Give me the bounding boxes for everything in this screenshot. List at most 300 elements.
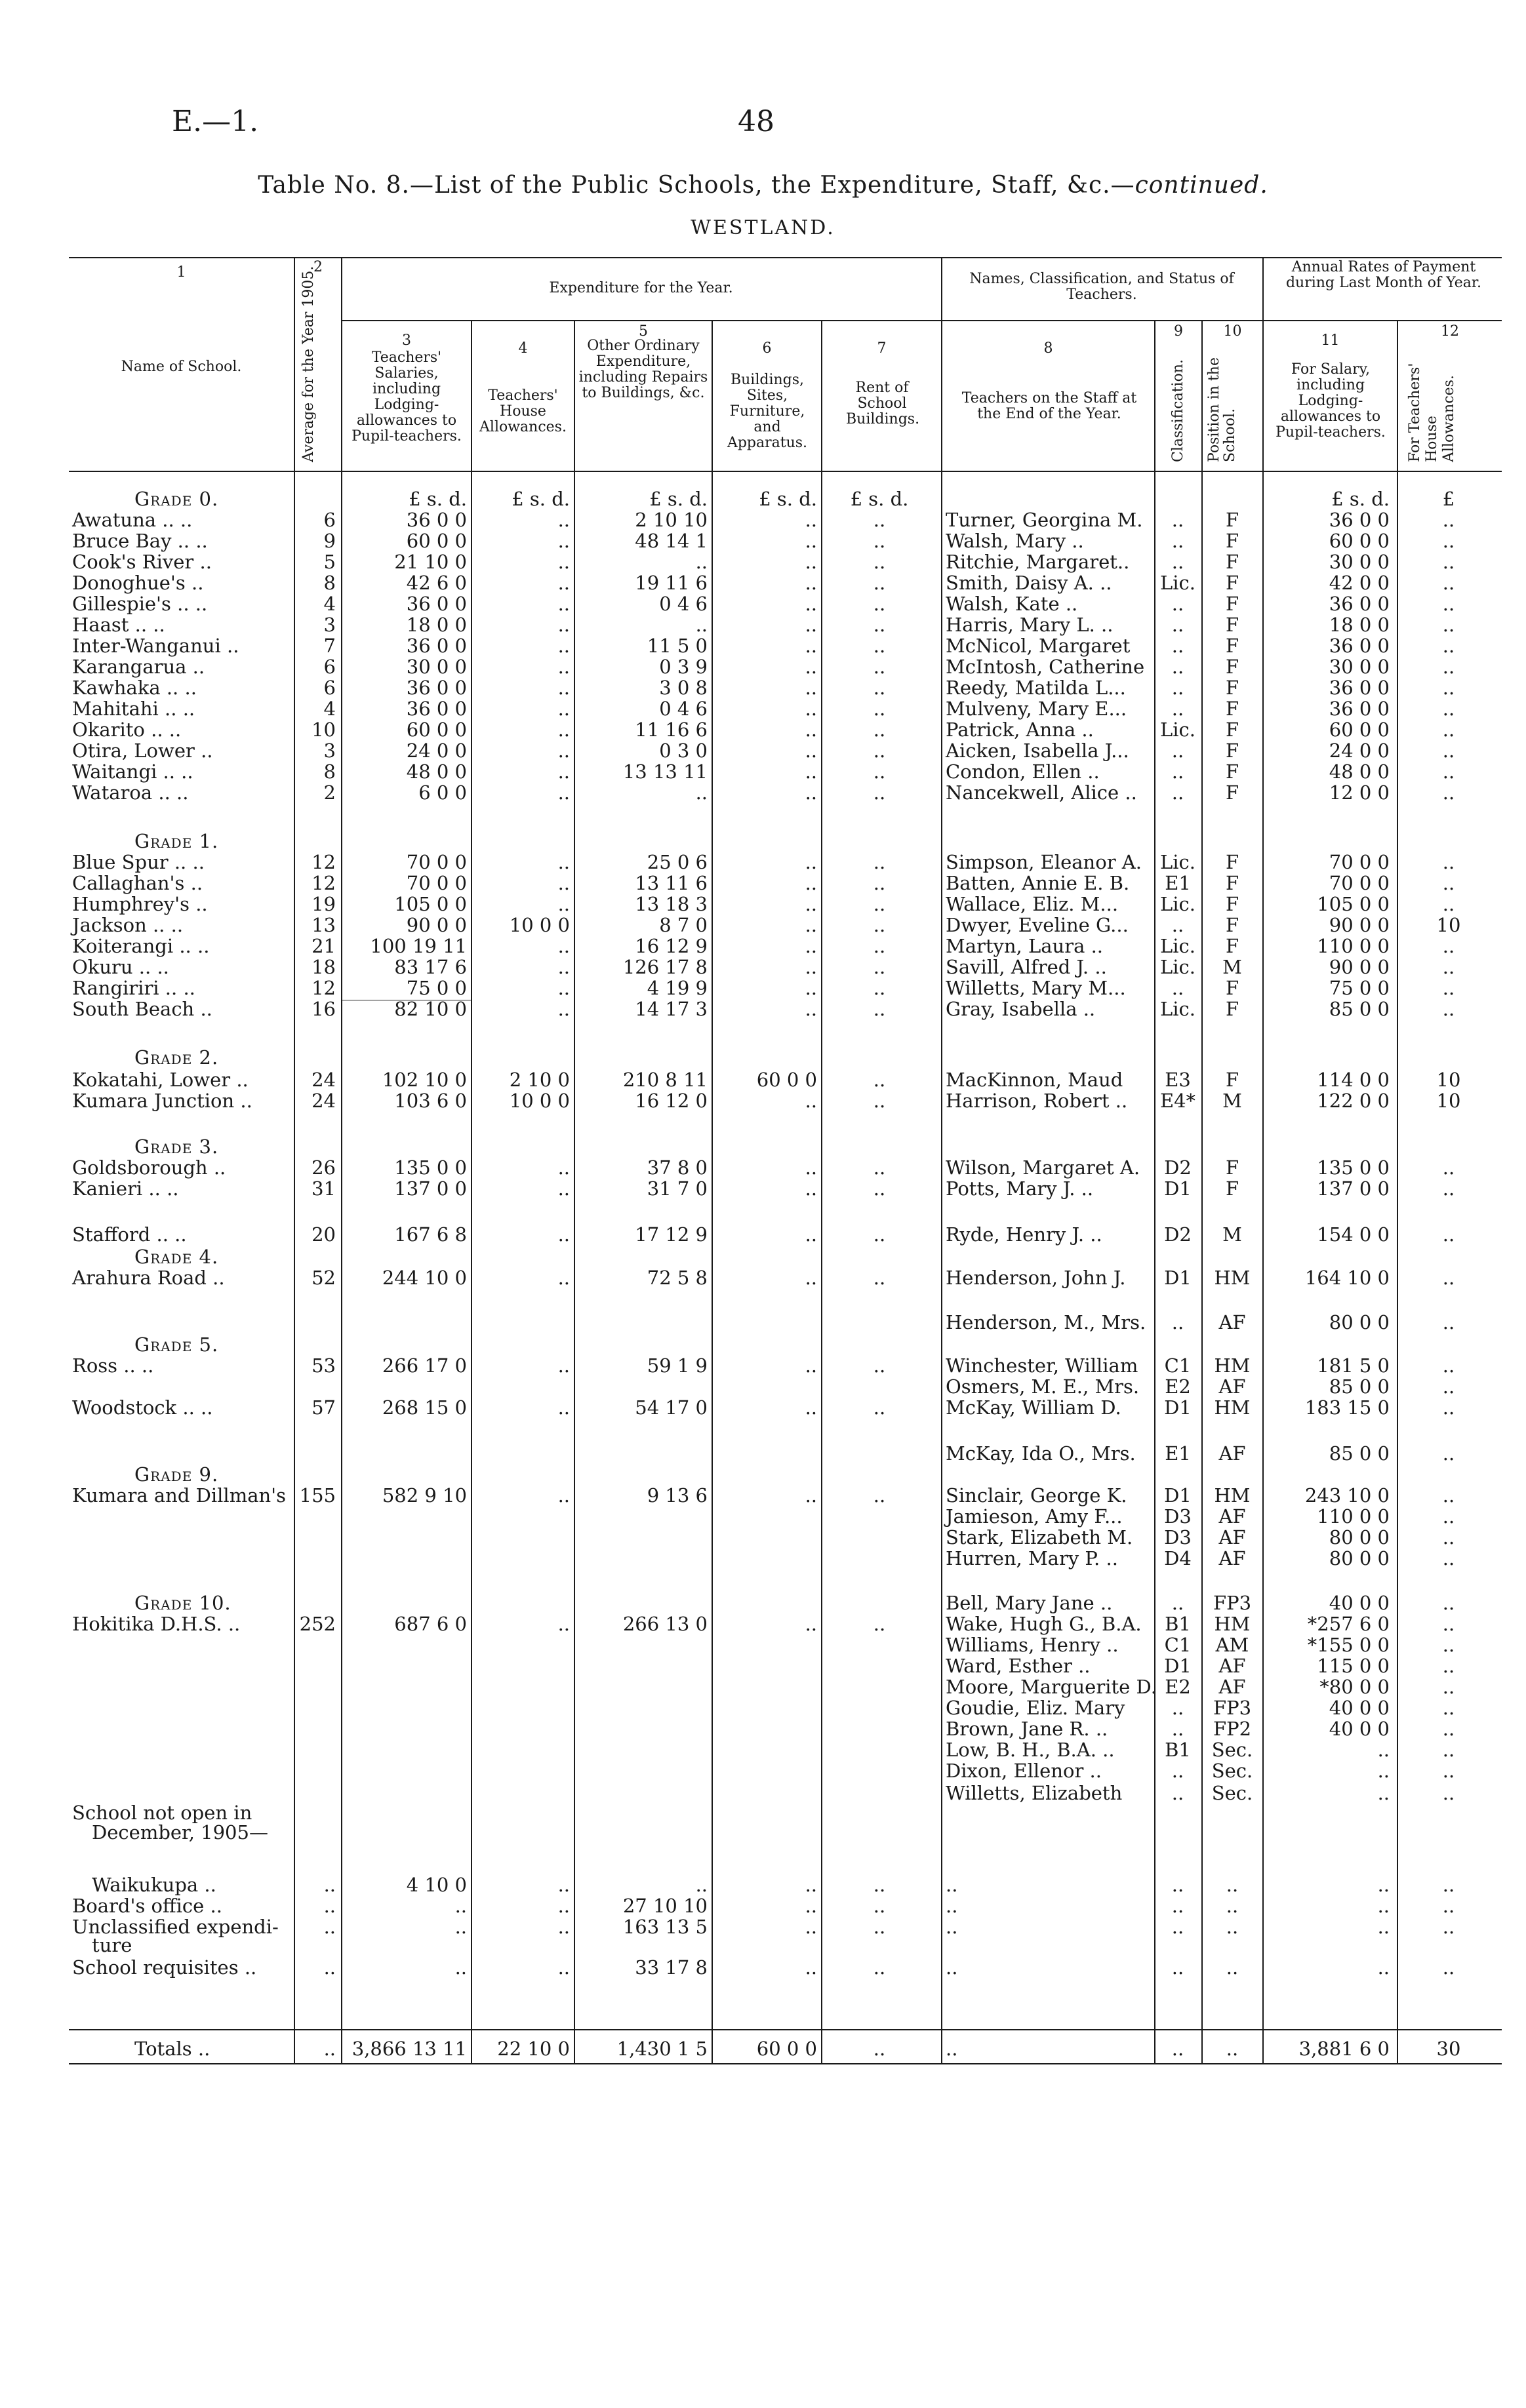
- cell-cls: B1: [1165, 1613, 1191, 1635]
- cell-rate: 115 0 0: [1317, 1655, 1390, 1677]
- cell-name: Callaghan's ..: [72, 872, 203, 894]
- cell-avg: 8: [323, 760, 336, 783]
- cell-house: ..: [557, 698, 570, 720]
- cell-teacher: Martyn, Laura ..: [946, 935, 1104, 957]
- cell-teacher: Bell, Mary Jane ..: [946, 1592, 1113, 1614]
- cell-pos: ..: [1226, 1895, 1239, 1917]
- cell-teacher: Brown, Jane R. ..: [946, 1718, 1108, 1740]
- cell-pos: F: [1225, 530, 1239, 552]
- cell-name: Kumara and Dillman's: [72, 1484, 287, 1507]
- cell-other: 13 11 6: [635, 872, 708, 894]
- cell-other: ..: [695, 781, 708, 804]
- cell-sal: 36 0 0: [406, 635, 467, 657]
- cell-pos: F: [1225, 760, 1239, 783]
- table-row: [0, 1247, 1526, 1267]
- cell-name: Okuru .. ..: [72, 956, 169, 978]
- cell-sal: 167 6 8: [394, 1223, 467, 1246]
- cell-rhouse: ..: [1442, 1676, 1455, 1698]
- cell-avg: 6: [323, 509, 336, 531]
- table-row: [0, 573, 1526, 593]
- cell-name: Jackson .. ..: [72, 914, 184, 936]
- cell-house: ..: [557, 893, 570, 915]
- cell-avg: 3: [323, 614, 336, 636]
- cell-name: Karangarua ..: [72, 656, 205, 678]
- cell-sal: 105 0 0: [394, 893, 467, 915]
- cell-other: 266 13 0: [622, 1613, 708, 1635]
- cell-cls: D3: [1164, 1526, 1192, 1549]
- cell-sal: 83 17 6: [394, 956, 467, 978]
- cell-other: 16 12 0: [635, 1090, 708, 1112]
- cell-rate: 30 0 0: [1329, 551, 1390, 573]
- cell-name: Arahura Road ..: [72, 1267, 225, 1289]
- cell-sal: 4 10 0: [406, 1874, 467, 1896]
- cell-rhouse: ..: [1442, 1739, 1455, 1761]
- cell-pos: HM: [1214, 1484, 1251, 1507]
- cell-sal: 21 10 0: [394, 551, 467, 573]
- cell-rate: 40 0 0: [1329, 1718, 1390, 1740]
- cell-house: ..: [557, 1354, 570, 1377]
- cell-pos: F: [1225, 914, 1239, 936]
- cell-rent: ..: [873, 2038, 886, 2060]
- cell-cls: ..: [1171, 698, 1184, 720]
- cell-bldg: ..: [805, 719, 817, 741]
- cell-avg: 57: [311, 1396, 336, 1419]
- cell-rhouse: ..: [1442, 635, 1455, 657]
- cell-avg: 8: [323, 572, 336, 594]
- cell-avg: 13: [311, 914, 336, 936]
- cell-pos: F: [1225, 1156, 1239, 1179]
- cell-teacher: Walsh, Kate ..: [946, 593, 1078, 615]
- cell-house: ..: [557, 1916, 570, 1938]
- cell-cls: B1: [1165, 1739, 1191, 1761]
- cell-rhouse: ..: [1442, 1177, 1455, 1200]
- cell-pos: FP3: [1213, 1592, 1252, 1614]
- cell-teacher: Walsh, Mary ..: [946, 530, 1084, 552]
- cell-pos: AF: [1218, 1442, 1246, 1465]
- cell-rate: 80 0 0: [1329, 1526, 1390, 1549]
- table-row: [0, 1398, 1526, 1417]
- cell-pos: F: [1225, 656, 1239, 678]
- cell-bldg: ..: [805, 914, 817, 936]
- cell-cls: Lic.: [1160, 572, 1195, 594]
- cell-teacher: Williams, Henry ..: [946, 1634, 1119, 1656]
- cell-rate: 12 0 0: [1329, 781, 1390, 804]
- cell-rhouse: 10: [1436, 914, 1461, 936]
- cell-rhouse: ..: [1442, 1782, 1455, 1804]
- table-row: [0, 489, 1526, 509]
- cell-bldg: ..: [805, 1956, 817, 1979]
- cell-cls: ..: [1171, 551, 1184, 573]
- cell-avg: ..: [323, 2038, 336, 2060]
- header-col6-number: 6: [762, 340, 772, 357]
- cell-name: Haast .. ..: [72, 614, 165, 636]
- cell-rhouse: ..: [1442, 1634, 1455, 1656]
- cell-other: 210 8 11: [622, 1069, 708, 1091]
- cell-bldg: ..: [805, 698, 817, 720]
- table-row: [0, 999, 1526, 1019]
- cell-cls: C1: [1164, 1354, 1192, 1377]
- cell-rate: 30 0 0: [1329, 656, 1390, 678]
- cell-pos: F: [1225, 551, 1239, 573]
- cell-rate: 40 0 0: [1329, 1697, 1390, 1719]
- table-row: [0, 1698, 1526, 1718]
- cell-bldg: ..: [805, 956, 817, 978]
- cell-pos: ..: [1226, 1916, 1239, 1938]
- cell-rhouse: ..: [1442, 1874, 1455, 1896]
- table-row: [0, 1528, 1526, 1547]
- cell-rent: ..: [873, 914, 886, 936]
- cell-avg: 12: [311, 872, 336, 894]
- cell-teacher: ..: [946, 1956, 958, 1979]
- cell-house: ..: [557, 956, 570, 978]
- cell-house: ..: [557, 935, 570, 957]
- cell-teacher: Condon, Ellen ..: [946, 760, 1100, 783]
- cell-name: Otira, Lower ..: [72, 740, 213, 762]
- cell-name: School requisites ..: [72, 1956, 257, 1979]
- cell-teacher: Reedy, Matilda L...: [946, 677, 1126, 699]
- cell-teacher: Jamieson, Amy F...: [946, 1505, 1123, 1528]
- cell-other: 0 3 9: [659, 656, 708, 678]
- cell-name: Kokatahi, Lower ..: [72, 1069, 249, 1091]
- cell-other: 0 4 6: [659, 593, 708, 615]
- cell-sal: 582 9 10: [382, 1484, 467, 1507]
- cell-rate: 70 0 0: [1329, 851, 1390, 873]
- cell-rhouse: ..: [1442, 998, 1455, 1020]
- cell-sal: 268 15 0: [382, 1396, 467, 1419]
- cell-house: ..: [557, 1177, 570, 1200]
- cell-avg: 6: [323, 656, 336, 678]
- cell-house: ..: [557, 677, 570, 699]
- cell-other: ..: [695, 614, 708, 636]
- cell-rate: 110 0 0: [1317, 1505, 1390, 1528]
- cell-other: 11 5 0: [647, 635, 708, 657]
- table-row: [0, 510, 1526, 530]
- table-row: [0, 1719, 1526, 1739]
- cell-name: Bruce Bay .. ..: [72, 530, 208, 552]
- cell-avg: 16: [311, 998, 336, 1020]
- cell-name: Grade 3.: [134, 1135, 219, 1158]
- cell-teacher: McIntosh, Catherine: [946, 656, 1145, 678]
- cell-cls: ..: [1171, 677, 1184, 699]
- cell-bldg: ..: [805, 1267, 817, 1289]
- cell-rate: 137 0 0: [1317, 1177, 1390, 1200]
- cell-house: 22 10 0: [497, 2038, 570, 2060]
- cell-cls: ..: [1171, 1592, 1184, 1614]
- cell-pos: F: [1225, 593, 1239, 615]
- cell-rhouse: ..: [1442, 893, 1455, 915]
- cell-bldg: ..: [805, 1090, 817, 1112]
- cell-sal: 687 6 0: [394, 1613, 467, 1635]
- cell-cls: D1: [1164, 1655, 1192, 1677]
- cell-sal: 60 0 0: [406, 719, 467, 741]
- cell-other: 25 0 6: [647, 851, 708, 873]
- cell-other: 48 14 1: [635, 530, 708, 552]
- cell-bldg: ..: [805, 740, 817, 762]
- cell-cls: D3: [1164, 1505, 1192, 1528]
- cell-other: 1,430 1 5: [616, 2038, 708, 2060]
- cell-avg: 31: [311, 1177, 336, 1200]
- table-row: [0, 1761, 1526, 1781]
- teachers-rule: [941, 320, 1262, 321]
- cell-rent: ..: [873, 509, 886, 531]
- cell-other: 33 17 8: [635, 1956, 708, 1979]
- cell-bldg: 60 0 0: [756, 2038, 817, 2060]
- cell-rhouse: ..: [1442, 1267, 1455, 1289]
- cell-house: ..: [557, 977, 570, 999]
- cell-rate: 70 0 0: [1329, 872, 1390, 894]
- cell-rate: ..: [1377, 1956, 1390, 1979]
- header-annual-rates: Annual Rates of Payment during Last Month of Year.: [1285, 259, 1482, 291]
- cell-teacher: Henderson, M., Mrs.: [946, 1311, 1146, 1333]
- header-col4-number: 4: [518, 340, 528, 357]
- cell-name: Kumara Junction ..: [72, 1090, 252, 1112]
- cell-rhouse: ..: [1442, 935, 1455, 957]
- cell-house: ..: [557, 851, 570, 873]
- cell-rate: 60 0 0: [1329, 719, 1390, 741]
- cell-rhouse: ..: [1442, 656, 1455, 678]
- cell-cls: Lic.: [1160, 893, 1195, 915]
- cell-pos: HM: [1214, 1267, 1251, 1289]
- expenditure-rule: [341, 320, 941, 321]
- cell-rent: ..: [873, 719, 886, 741]
- cell-rate: 154 0 0: [1317, 1223, 1390, 1246]
- cell-bldg: ..: [805, 760, 817, 783]
- cell-rate: ..: [1377, 1739, 1390, 1761]
- cell-name: Kawhaka .. ..: [72, 677, 197, 699]
- cell-cls: Lic.: [1160, 851, 1195, 873]
- cell-pos: AF: [1218, 1375, 1246, 1398]
- cell-pos: F: [1225, 781, 1239, 804]
- cell-rhouse: ..: [1442, 1718, 1455, 1740]
- cell-rent: ..: [873, 593, 886, 615]
- table-row: [0, 1656, 1526, 1676]
- header-names-classification: Names, Classification, and Status of Teachers.: [969, 271, 1234, 303]
- cell-bldg: ..: [805, 677, 817, 699]
- cell-rent: ..: [873, 977, 886, 999]
- header-rent: Rent of School Buildings.: [846, 380, 920, 427]
- cell-pos: M: [1222, 1090, 1242, 1112]
- cell-rhouse: ..: [1442, 530, 1455, 552]
- cell-other: 11 16 6: [635, 719, 708, 741]
- cell-bldg: ..: [805, 593, 817, 615]
- cell-sal: 90 0 0: [406, 914, 467, 936]
- cell-name: Unclassified expendi-: [72, 1916, 279, 1938]
- cell-sal: 36 0 0: [406, 698, 467, 720]
- cell-bldg: ..: [805, 1874, 817, 1896]
- cell-cls: E4*: [1159, 1090, 1196, 1112]
- cell-other: 0 4 6: [659, 698, 708, 720]
- table-row: [0, 1335, 1526, 1354]
- cell-house: 10 0 0: [509, 1090, 570, 1112]
- header-house-allowances: Teachers' House Allowances.: [479, 387, 567, 435]
- cell-cls: ..: [1171, 635, 1184, 657]
- cell-other: 4 19 9: [647, 977, 708, 999]
- cell-bldg: ..: [805, 893, 817, 915]
- table-row: [0, 1179, 1526, 1198]
- cell-name: Wataroa .. ..: [72, 781, 189, 804]
- cell-house: ..: [557, 872, 570, 894]
- cell-teacher: Dwyer, Eveline G...: [946, 914, 1129, 936]
- cell-teacher: Aicken, Isabella J...: [946, 740, 1129, 762]
- header-col8-number: 8: [1043, 340, 1053, 357]
- cell-rate: ..: [1377, 1782, 1390, 1804]
- table-row: [0, 1158, 1526, 1177]
- cell-rate: *257 6 0: [1307, 1613, 1390, 1635]
- cell-sal: 266 17 0: [382, 1354, 467, 1377]
- cell-bldg: ..: [805, 781, 817, 804]
- cell-avg: 6: [323, 677, 336, 699]
- cell-cls: ..: [1171, 914, 1184, 936]
- table-row: [0, 1486, 1526, 1505]
- table-row: [0, 852, 1526, 872]
- annual-rule: [1262, 320, 1502, 321]
- cell-rate: 36 0 0: [1329, 593, 1390, 615]
- cell-bldg: ..: [805, 614, 817, 636]
- cell-pos: F: [1225, 719, 1239, 741]
- cell-name: Waikukupa ..: [92, 1874, 216, 1896]
- cell-rate: 60 0 0: [1329, 530, 1390, 552]
- cell-rhouse: ..: [1442, 593, 1455, 615]
- cell-rent: ..: [873, 1223, 886, 1246]
- header-col11-number: 11: [1321, 332, 1340, 349]
- header-teachers-on-staff: Teachers on the Staff at the End of the Year.: [961, 390, 1137, 422]
- cell-rate: 48 0 0: [1329, 760, 1390, 783]
- cell-avg: 155: [299, 1484, 336, 1507]
- header-name-of-school: Name of School.: [121, 359, 242, 375]
- cell-sal: ..: [454, 1916, 467, 1938]
- cell-other: 54 17 0: [635, 1396, 708, 1419]
- cell-rhouse: ..: [1442, 551, 1455, 573]
- cell-teacher: Goudie, Eliz. Mary: [946, 1697, 1125, 1719]
- cell-house: ..: [557, 1156, 570, 1179]
- cell-rate: 105 0 0: [1317, 893, 1390, 915]
- cell-rhouse: 30: [1436, 2038, 1461, 2060]
- cell-avg: 4: [323, 698, 336, 720]
- cell-teacher: Moore, Marguerite D.: [946, 1676, 1157, 1698]
- cell-rent: ..: [873, 872, 886, 894]
- cell-avg: 19: [311, 893, 336, 915]
- header-col7-number: 7: [877, 340, 887, 357]
- cell-bldg: ..: [805, 635, 817, 657]
- cell-sal: 42 6 0: [406, 572, 467, 594]
- cell-house: 2 10 0: [509, 1069, 570, 1091]
- cell-rhouse: ..: [1442, 677, 1455, 699]
- table-row: [0, 1803, 1526, 1823]
- cell-rent: ..: [873, 677, 886, 699]
- table-row: [0, 1091, 1526, 1111]
- table-row: [0, 1635, 1526, 1655]
- table-row: [0, 1875, 1526, 1895]
- cell-pos: Sec.: [1211, 1739, 1253, 1761]
- totals-bottom-rule: [69, 2063, 1502, 2064]
- cell-rent: ..: [873, 1484, 886, 1507]
- cell-house: ..: [557, 593, 570, 615]
- cell-rhouse: ..: [1442, 698, 1455, 720]
- cell-rate: 3,881 6 0: [1298, 2038, 1390, 2060]
- cell-rhouse: ..: [1442, 1354, 1455, 1377]
- cell-name: Donoghue's ..: [72, 572, 204, 594]
- cell-pos: AF: [1218, 1311, 1246, 1333]
- table-row: [0, 1783, 1526, 1803]
- cell-house: ..: [557, 1396, 570, 1419]
- cell-rate: 42 0 0: [1329, 572, 1390, 594]
- header-teachers-salaries: Teachers' Salaries, including Lodging-allowances to Pupil-teachers.: [351, 349, 462, 444]
- table-row: [0, 1070, 1526, 1090]
- cell-bldg: ..: [805, 572, 817, 594]
- header-salary-rate: For Salary, including Lodging-allowances to Pupil-teachers.: [1275, 361, 1386, 441]
- cell-sal: 244 10 0: [382, 1267, 467, 1289]
- cell-house: ..: [557, 551, 570, 573]
- cell-rent: ..: [873, 1613, 886, 1635]
- cell-name: Humphrey's ..: [72, 893, 208, 915]
- cell-rent: ..: [873, 551, 886, 573]
- header-col5-number: 5: [639, 323, 648, 340]
- cell-cls: ..: [1171, 1311, 1184, 1333]
- cell-teacher: Ward, Esther ..: [946, 1655, 1091, 1677]
- cell-rhouse: ..: [1442, 1760, 1455, 1782]
- cell-rate: 122 0 0: [1317, 1090, 1390, 1112]
- cell-pos: AF: [1218, 1526, 1246, 1549]
- cell-name: Mahitahi .. ..: [72, 698, 195, 720]
- cell-other: 0 3 0: [659, 740, 708, 762]
- header-col12-number: 12: [1441, 323, 1459, 340]
- cell-cls: D1: [1164, 1484, 1192, 1507]
- cell-rhouse: ..: [1442, 614, 1455, 636]
- cell-pos: F: [1225, 572, 1239, 594]
- cell-avg: 4: [323, 593, 336, 615]
- table-row: [0, 1137, 1526, 1156]
- cell-rhouse: 10: [1436, 1090, 1461, 1112]
- cell-rate: 114 0 0: [1317, 1069, 1390, 1091]
- cell-sal: 70 0 0: [406, 872, 467, 894]
- cell-other: 13 18 3: [635, 893, 708, 915]
- cell-avg: ..: [323, 1874, 336, 1896]
- cell-house: ..: [557, 656, 570, 678]
- cell-name: School not open in: [72, 1802, 252, 1824]
- cell-bldg: ..: [805, 551, 817, 573]
- cell-teacher: ..: [946, 2038, 958, 2060]
- cell-rate: 36 0 0: [1329, 698, 1390, 720]
- cell-bldg: ..: [805, 935, 817, 957]
- cell-pos: AM: [1215, 1634, 1249, 1656]
- cell-teacher: Turner, Georgina M.: [946, 509, 1143, 531]
- cell-rhouse: ..: [1442, 1375, 1455, 1398]
- cell-cls: Lic.: [1160, 935, 1195, 957]
- cell-house: ..: [557, 1613, 570, 1635]
- cell-cls: Lic.: [1160, 956, 1195, 978]
- cell-rhouse: ..: [1442, 740, 1455, 762]
- header-average: Average for the Year 1905.: [300, 266, 317, 462]
- header-classification: Classification.: [1170, 359, 1186, 462]
- cell-sal: 3,866 13 11: [351, 2038, 467, 2060]
- table-row: [0, 1444, 1526, 1463]
- cell-bldg: ..: [805, 656, 817, 678]
- cell-rhouse: ..: [1442, 1526, 1455, 1549]
- cell-pos: HM: [1214, 1396, 1251, 1419]
- cell-rate: *155 0 0: [1307, 1634, 1390, 1656]
- cell-bldg: 60 0 0: [756, 1069, 817, 1091]
- cell-pos: AF: [1218, 1655, 1246, 1677]
- cell-rent: ..: [873, 614, 886, 636]
- cell-rent: ..: [873, 1156, 886, 1179]
- table-title: [0, 172, 1526, 199]
- cell-house: ..: [557, 998, 570, 1020]
- cell-cls: D1: [1164, 1396, 1192, 1419]
- cell-rate: 40 0 0: [1329, 1592, 1390, 1614]
- cell-other: 59 1 9: [647, 1354, 708, 1377]
- cell-teacher: McNicol, Margaret: [946, 635, 1131, 657]
- table-row: [0, 1958, 1526, 1977]
